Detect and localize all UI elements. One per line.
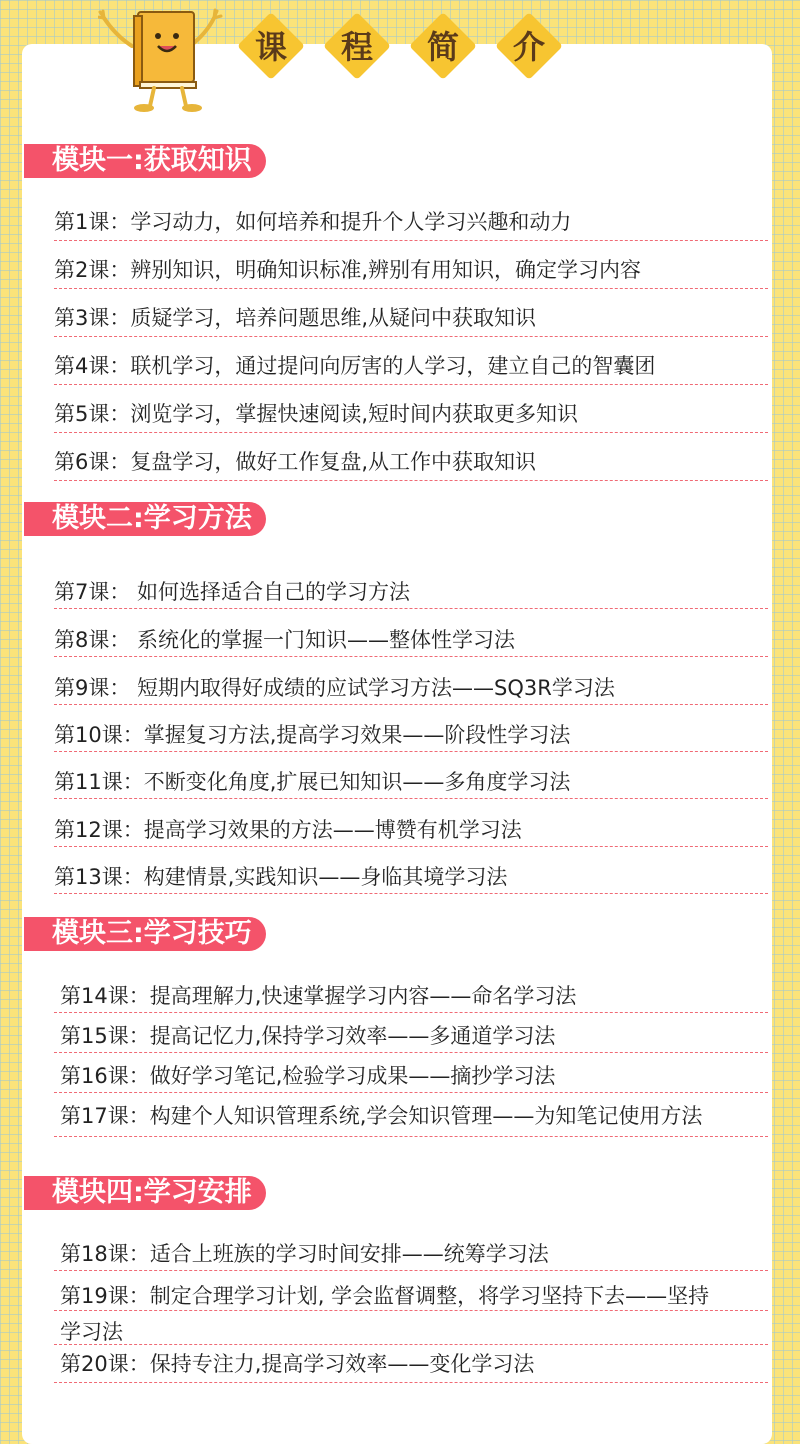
dashed-divider (54, 1344, 768, 1345)
dashed-divider (54, 656, 768, 657)
lesson-item: 第17课：构建个人知识管理系统,学会知识管理——为知笔记使用方法 (60, 1104, 703, 1128)
dashed-divider (54, 893, 768, 894)
dashed-divider (54, 1012, 768, 1013)
dashed-divider (54, 751, 768, 752)
lesson-item: 第11课：不断变化角度,扩展已知知识——多角度学习法 (54, 770, 571, 794)
lesson-item: 第5课：浏览学习，掌握快速阅读,短时间内获取更多知识 (54, 402, 579, 426)
lesson-item: 第1课：学习动力，如何培养和提升个人学习兴趣和动力 (54, 210, 572, 234)
dashed-divider (54, 480, 768, 481)
lesson-item: 第14课：提高理解力,快速掌握学习内容——命名学习法 (60, 984, 577, 1008)
lesson-item: 第6课：复盘学习，做好工作复盘,从工作中获取知识 (54, 450, 537, 474)
lesson-item: 第7课： 如何选择适合自己的学习方法 (54, 580, 411, 604)
lesson-item: 第9课： 短期内取得好成绩的应试学习方法——SQ3R学习法 (54, 676, 615, 700)
dashed-divider (54, 1382, 768, 1383)
lesson-item: 第12课：提高学习效果的方法——博赞有机学习法 (54, 818, 522, 842)
module-header: 模块二:学习方法 (24, 502, 266, 536)
lesson-item: 第3课：质疑学习，培养问题思维,从疑问中获取知识 (54, 306, 537, 330)
lesson-item: 第15课：提高记忆力,保持学习效率——多通道学习法 (60, 1024, 556, 1048)
dashed-divider (54, 1270, 768, 1271)
lesson-item: 第18课：适合上班族的学习时间安排——统筹学习法 (60, 1242, 549, 1266)
dashed-divider (54, 288, 768, 289)
dashed-divider (54, 608, 768, 609)
title-char: 简 (426, 28, 459, 66)
module-header: 模块四:学习安排 (24, 1176, 266, 1210)
title-char: 介 (512, 28, 545, 66)
book-mascot-icon (98, 6, 228, 114)
title-char: 程 (340, 28, 373, 66)
lesson-item: 第13课：构建情景,实践知识——身临其境学习法 (54, 865, 508, 889)
lesson-item: 第16课：做好学习笔记,检验学习成果——摘抄学习法 (60, 1064, 556, 1088)
lesson-item: 第8课： 系统化的掌握一门知识——整体性学习法 (54, 628, 516, 652)
lesson-item: 第19课：制定合理学习计划, 学会监督调整，将学习坚持下去——坚持学习法 (60, 1284, 710, 1344)
title-char: 课 (254, 28, 287, 66)
dashed-divider (54, 432, 768, 433)
dashed-divider (54, 1136, 768, 1137)
lesson-item: 第2课：辨别知识，明确知识标准,辨别有用知识，确定学习内容 (54, 258, 642, 282)
dashed-divider (54, 1052, 768, 1053)
module-header: 模块三:学习技巧 (24, 917, 266, 951)
dashed-divider (54, 704, 768, 705)
lesson-item: 第4课：联机学习，通过提问向厉害的人学习，建立自己的智囊团 (54, 354, 656, 378)
dashed-divider (54, 336, 768, 337)
dashed-divider (54, 240, 768, 241)
dashed-divider (54, 846, 768, 847)
lesson-item: 第10课：掌握复习方法,提高学习效果——阶段性学习法 (54, 723, 571, 747)
dashed-divider (54, 1310, 768, 1311)
dashed-divider (54, 1092, 768, 1093)
dashed-divider (54, 798, 768, 799)
lesson-item: 第20课：保持专注力,提高学习效率——变化学习法 (60, 1352, 535, 1376)
module-header: 模块一:获取知识 (24, 144, 266, 178)
dashed-divider (54, 384, 768, 385)
